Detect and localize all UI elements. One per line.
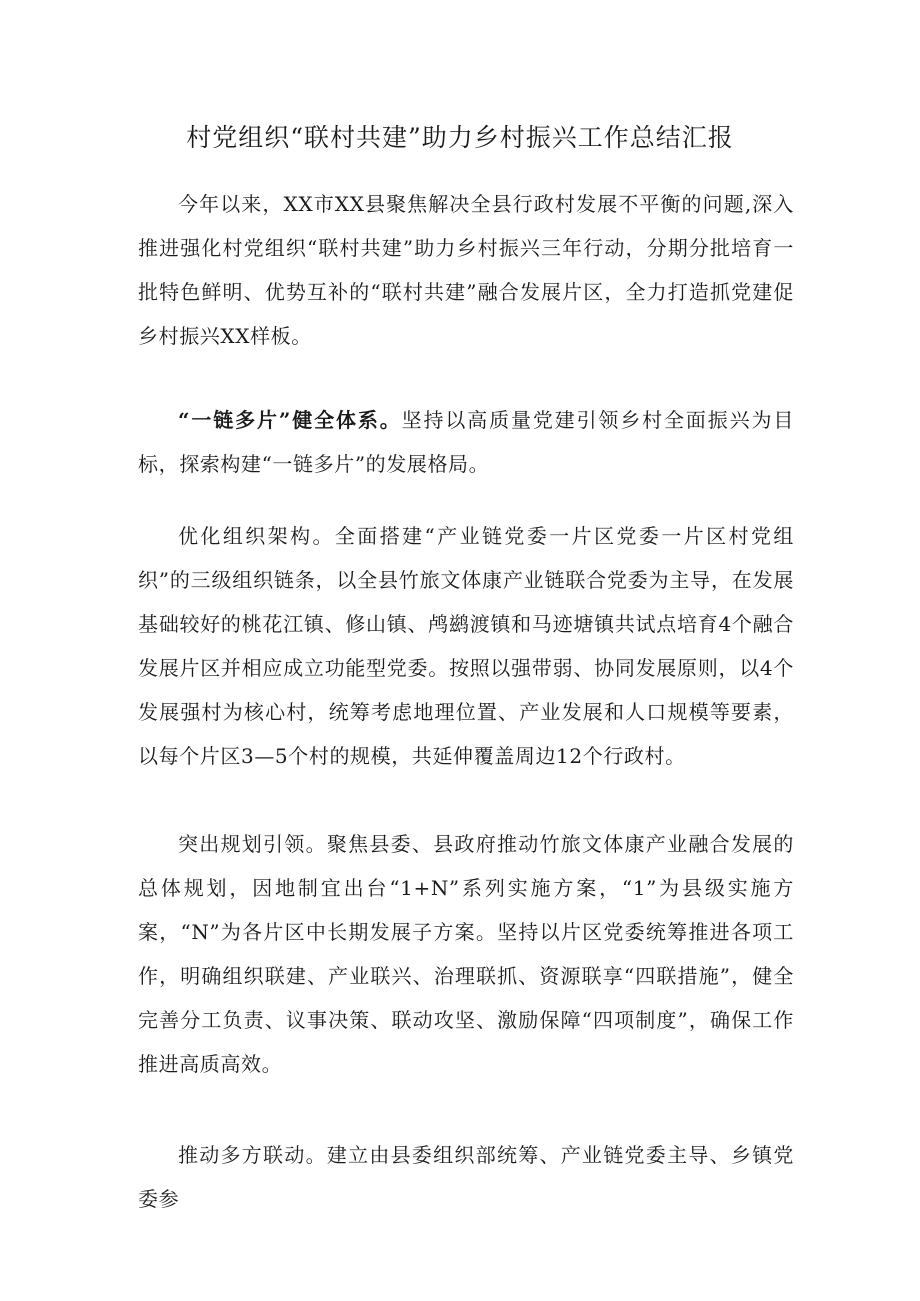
paragraph-system-body: 坚持以高质量党建引领乡村全面振兴为目标，探索构建“一链多片”的发展格局。: [138, 408, 794, 476]
paragraph-intro: 今年以来，XX市XX县聚焦解决全县行政村发展不平衡的问题,深入推进强化村党组织“联村共建”助力乡村振兴三年行动，分期分批培育一批特色鲜明、优势互补的“联村共建”融合发展片区，全力打造抓党建促乡村振兴XX样板。: [138, 192, 794, 348]
paragraph-planning: 突出规划引领。聚焦县委、县政府推动竹旅文体康产业融合发展的总体规划，因地制宜出台“1+N”系列实施方案，“1”为县级实施方案，“N”为各片区中长期发展子方案。坚持以片区党委统筹推进各项工作，明确组织联建、产业联兴、治理联抓、资源联享“四联措施”，健全完善分工负责、议事决策、联动攻坚、激励保障“四项制度”，确保工作推进高质高效。: [138, 832, 794, 1076]
document-title: 村党组织“联村共建”助力乡村振兴工作总结汇报: [186, 123, 734, 152]
paragraph-system: [138, 398, 794, 486]
paragraph-system-heading: “一链多片”健全体系。: [178, 408, 402, 432]
paragraph-organization: 优化组织架构。全面搭建“产业链党委一片区党委一片区村党组织”的三级组织链条，以全县竹旅文体康产业链联合党委为主导，在发展基础较好的桃花江镇、修山镇、鸬鹚渡镇和马迹塘镇共试点培育4个融合发展片区并相应成立功能型党委。按照以强带弱、协同发展原则，以4个发展强村为核心村，统筹考虑地理位置、产业发展和人口规模等要素，以每个片区3—5个村的规模，共延伸覆盖周边12个行政村。: [138, 524, 794, 768]
paragraph-linkage: 推动多方联动。建立由县委组织部统筹、产业链党委主导、乡镇党委参: [138, 1143, 794, 1211]
